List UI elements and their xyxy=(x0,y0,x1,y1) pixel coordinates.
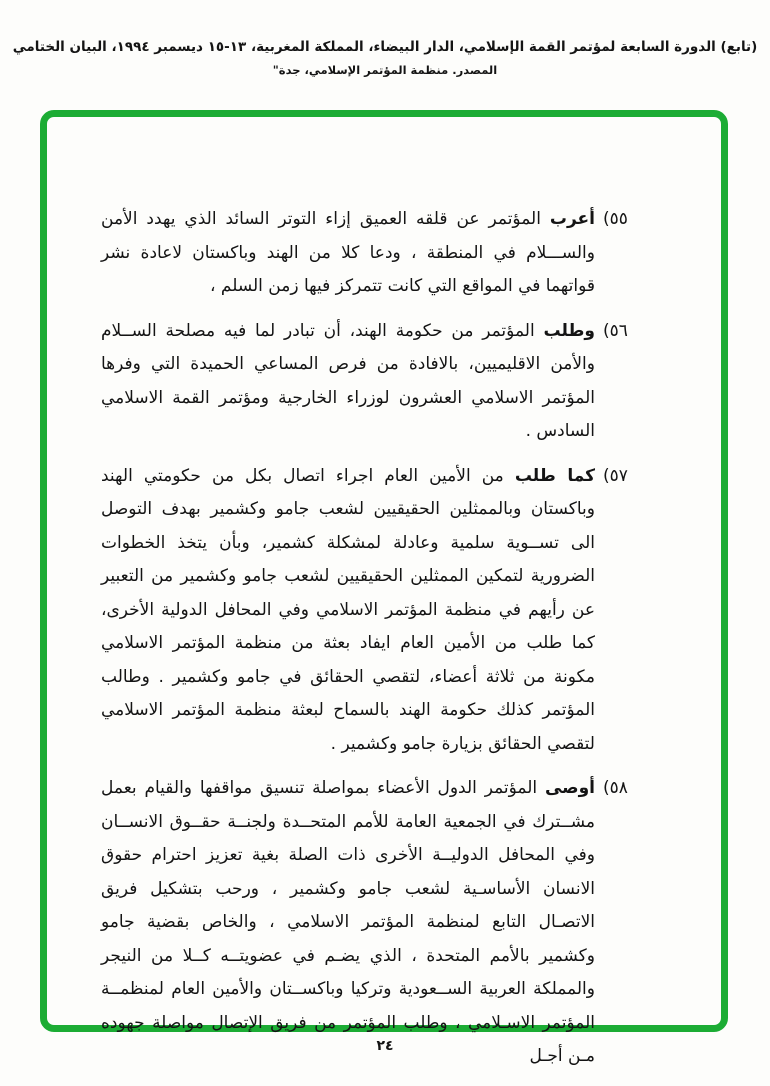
header-title: (تابع) الدورة السابعة لمؤتمر القمة الإسلامي، الدار البيضاء، المملكة المغربية، ١٣-١٥ ديسمبر ١٩٩٤، البيان الختامي xyxy=(12,39,758,55)
paragraph-lead-word: وطلب xyxy=(543,320,595,341)
paragraph-text: أوصى المؤتمر الدول الأعضاء بمواصلة تنسيق مواقفها والقيام بعمل مشــترك في الجمعية العامة للأمم المتحــدة ولجنــة حقــوق الانســان وفي المحافل الدوليــة الأخرى ذات الصلة بغية تعزيز احترام حقوق الانسان الأساسـية لشعب جامو وكشمير ، ورحب بتشكيل فريق الاتصـال التابع لمنظمة المؤتمر الاسلامي ، والخاص بقضية جامو وكشمير بالأمم المتحدة ، الذي يضـم في عضويتــه كــلا من النيجر والمملكة العربية الســعودية وتركيا وباكســتان والأمين العام لمنظمــة المؤتمر الاسـلامي ، وطلب المؤتمر من فريق الإتصال مواصلة جهوده مـن أجـل xyxy=(101,778,595,1066)
document-header xyxy=(0,36,770,78)
paragraph-58 xyxy=(101,772,647,1074)
paragraph-55 xyxy=(101,203,647,304)
paragraph-text: أعرب المؤتمر عن قلقه العميق إزاء التوتر السائد الذي يهدد الأمن والســـلام في المنطقة ، ودعا كلا من الهند وباكستان لاعادة نشر قواتهما في المواقع التي كانت تتمركز فيها زمن السلم ، xyxy=(101,209,595,296)
paragraph-56 xyxy=(101,315,647,449)
paragraph-number: ٥٨) xyxy=(603,778,628,798)
header-source: المصدر. منظمة المؤتمر الإسلامي، جدة" xyxy=(272,63,498,77)
paragraph-lead-word: أعرب xyxy=(549,209,595,229)
paragraph-57 xyxy=(101,460,647,762)
page-number: ٢٤ xyxy=(376,1038,394,1054)
paragraph-text: وطلب المؤتمر من حكومة الهند، أن تبادر لما فيه مصلحة الســلام والأمن الاقليميين، بالافادة من فرص المساعي الحميدة التي وفرها المؤتمر الاسلامي العشرون لوزراء الخارجية ومؤتمر القمة الاسلامي السادس . xyxy=(101,320,595,441)
paragraph-text: كما طلب من الأمين العام اجراء اتصال بكل من حكومتي الهند وباكستان وبالممثلين الحقيقيين لشعب جامو وكشمير بهدف التوصل الى تســوية سلمية وعادلة لمشكلة كشمير، وبأن يتخذ الخطوات الضرورية لتمكين الممثلين الحقيقيين لشعب جامو وكشمير من التعبير عن رأيهم في منظمة المؤتمر الاسلامي وفي المحافل الدولية الأخرى، كما طلب من الأمين العام ايفاد بعثة من منظمة المؤتمر الاسلامي مكونة من ثلاثة أعضاء، لتقصي الحقائق في جامو وكشمير . وطالب المؤتمر كذلك حكومة الهند بالسماح لبعثة منظمة المؤتمر الاسلامي لتقصي الحقائق بزيارة جامو وكشمير . xyxy=(101,465,595,754)
paragraph-number: ٥٦) xyxy=(603,320,628,341)
paragraph-number: ٥٥) xyxy=(603,209,628,229)
paragraph-number: ٥٧) xyxy=(603,465,628,486)
paragraph-lead-word: كما طلب xyxy=(514,465,595,486)
paragraph-list xyxy=(47,117,721,1074)
paragraph-lead-word: أوصى xyxy=(544,778,595,798)
